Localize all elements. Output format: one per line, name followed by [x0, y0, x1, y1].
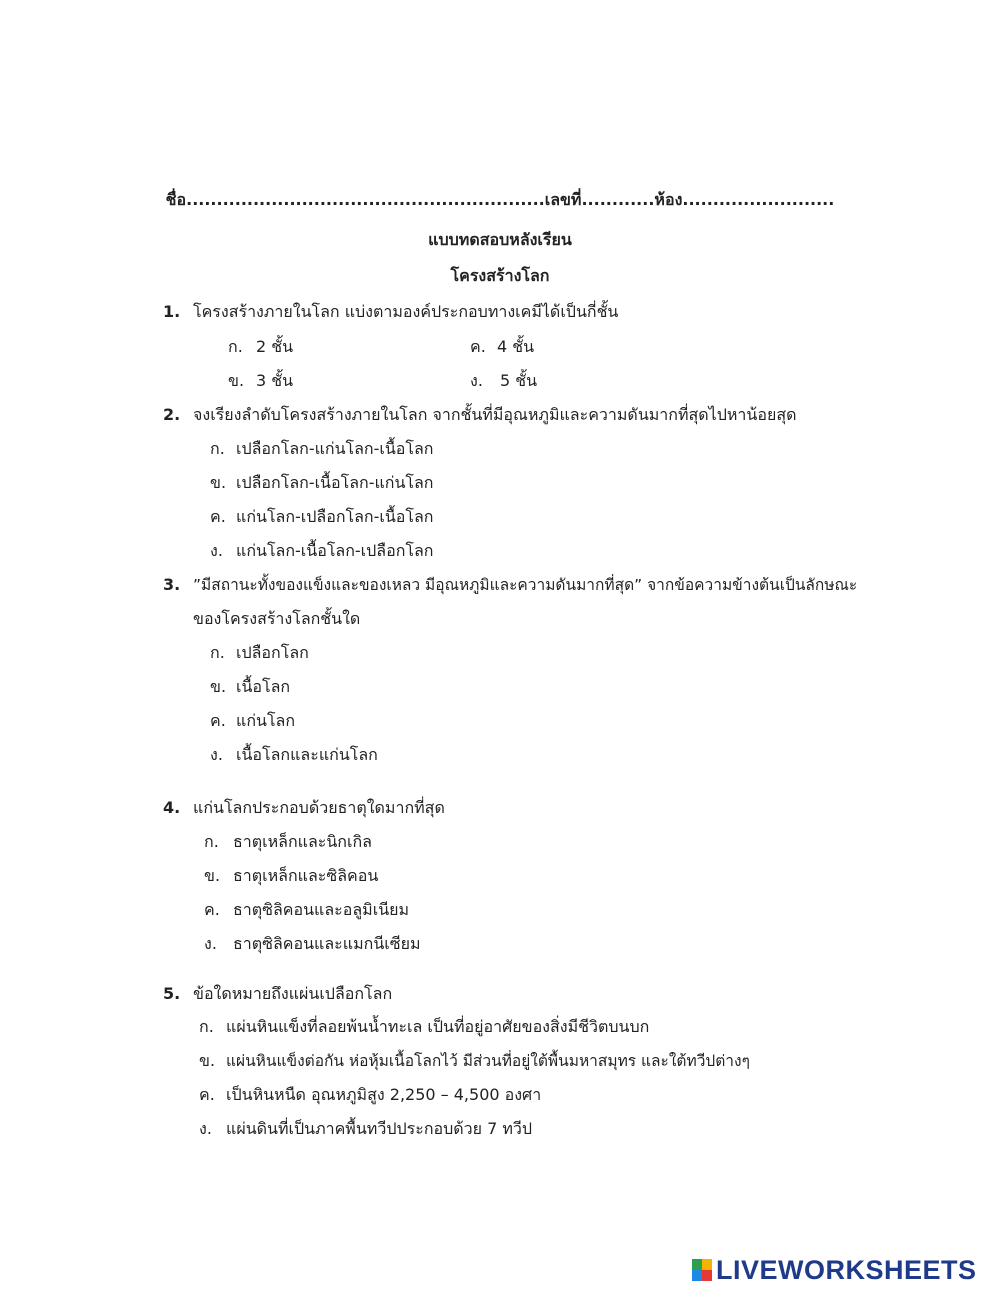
option-label: ก.	[210, 643, 225, 662]
option-label: ค.	[204, 900, 220, 919]
option-label: ง.	[204, 934, 217, 953]
question-text-continued: ของโครงสร้างโลกชั้นใด	[193, 609, 361, 628]
option-label: ง.	[470, 371, 483, 390]
option-label: ก.	[204, 832, 219, 851]
option-text[interactable]: เปลือกโลก-แก่นโลก-เนื้อโลก	[236, 439, 434, 458]
option-text[interactable]: แผ่นหินแข็งต่อกัน ห่อหุ้มเนื้อโลกไว้ มีส่วนที่อยู่ใต้พื้นมหาสมุทร และใต้ทวีปต่างๆ	[226, 1052, 750, 1070]
option-text[interactable]: ธาตุเหล็กและซิลิคอน	[233, 866, 379, 885]
option-text[interactable]: 3 ชั้น	[256, 371, 294, 390]
option-text[interactable]: แผ่นดินที่เป็นภาคพื้นทวีปประกอบด้วย 7 ทวีป	[226, 1119, 533, 1138]
question-text: จงเรียงลำดับโครงสร้างภายในโลก จากชั้นที่มีอุณหภูมิและความดันมากที่สุดไปหาน้อยสุด	[193, 405, 797, 424]
question-text: ”มีสถานะทั้งของแข็งและของเหลว มีอุณหภูมิและความดันมากที่สุด” จากข้อความข้างต้นเป็นลักษณะ	[193, 576, 858, 594]
question-number: 3.	[163, 575, 181, 594]
option-label: ข.	[210, 473, 227, 492]
worksheet-subtitle: โครงสร้างโลก	[450, 266, 550, 285]
option-text[interactable]: ธาตุซิลิคอนและอลูมิเนียม	[233, 900, 410, 919]
option-label: ก.	[199, 1017, 214, 1036]
option-label: ค.	[210, 507, 226, 526]
option-label: ข.	[199, 1051, 216, 1070]
option-text[interactable]: เป็นหินหนืด อุณหภูมิสูง 2,250 – 4,500 องศา	[226, 1085, 542, 1104]
student-info-line: ชื่อ...........................................................เลขที่............ห้อง.........................	[165, 190, 835, 209]
option-label: ง.	[210, 541, 223, 560]
option-text[interactable]: แผ่นหินแข็งที่ลอยพ้นน้ำทะเล เป็นที่อยู่อาศัยของสิ่งมีชีวิตบนบก	[226, 1017, 650, 1036]
option-label: ก.	[228, 337, 243, 356]
question-number: 1.	[163, 302, 181, 321]
question-text: แก่นโลกประกอบด้วยธาตุใดมากที่สุด	[193, 798, 445, 817]
option-label: ค.	[470, 337, 486, 356]
option-text[interactable]: 4 ชั้น	[497, 337, 535, 356]
option-label: ง.	[199, 1119, 212, 1138]
option-label: ข.	[210, 677, 227, 696]
option-text[interactable]: 2 ชั้น	[256, 337, 294, 356]
option-text[interactable]: แก่นโลก	[236, 711, 296, 730]
logo-text: LIVEWORKSHEETS	[716, 1254, 977, 1285]
option-label: ข.	[204, 866, 221, 885]
option-label: ก.	[210, 439, 225, 458]
worksheet-title: แบบทดสอบหลังเรียน	[428, 230, 572, 249]
option-label: ข.	[228, 371, 245, 390]
option-text[interactable]: เนื้อโลกและแก่นโลก	[236, 745, 378, 764]
option-text[interactable]: 5 ชั้น	[500, 371, 538, 390]
option-text[interactable]: แก่นโลก-เปลือกโลก-เนื้อโลก	[236, 507, 434, 526]
option-text[interactable]: ธาตุเหล็กและนิกเกิล	[233, 832, 372, 851]
liveworksheets-grid-icon	[692, 1259, 712, 1281]
question-number: 5.	[163, 984, 181, 1003]
question-text: โครงสร้างภายในโลก แบ่งตามองค์ประกอบทางเคมีได้เป็นกี่ชั้น	[193, 302, 619, 321]
question-number: 4.	[163, 798, 181, 817]
question-number: 2.	[163, 405, 181, 424]
option-text[interactable]: เนื้อโลก	[236, 677, 291, 696]
option-label: ง.	[210, 745, 223, 764]
option-label: ค.	[199, 1085, 215, 1104]
question-text: ข้อใดหมายถึงแผ่นเปลือกโลก	[193, 984, 393, 1003]
option-label: ค.	[210, 711, 226, 730]
option-text[interactable]: เปลือกโลก	[236, 643, 309, 662]
option-text[interactable]: เปลือกโลก-เนื้อโลก-แก่นโลก	[236, 473, 434, 492]
option-text[interactable]: แก่นโลก-เนื้อโลก-เปลือกโลก	[236, 541, 434, 560]
option-text[interactable]: ธาตุซิลิคอนและแมกนีเซียม	[233, 934, 421, 953]
liveworksheets-logo[interactable]	[692, 1256, 977, 1284]
